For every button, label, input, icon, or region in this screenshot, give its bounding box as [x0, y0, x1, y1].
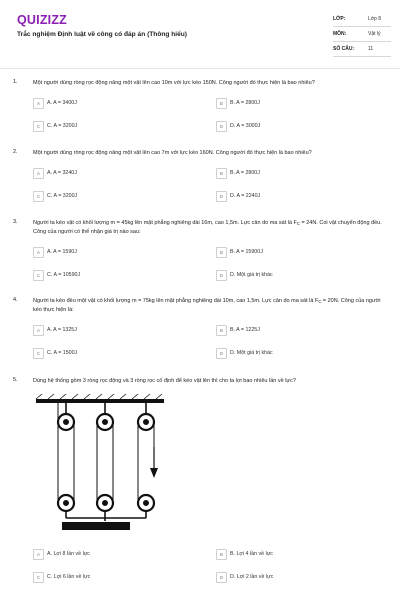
force-subscript: C [318, 299, 322, 304]
option-text: D. A = 3000J [230, 123, 261, 129]
option-letter-box: C [33, 348, 44, 359]
meta-label: LỚP: [333, 16, 346, 22]
option-letter-box: D [216, 121, 227, 132]
option-letter-box: A [33, 549, 44, 560]
meta-value: Lớp 8 [368, 16, 382, 22]
option-text: B. Lợi 4 lần về lực [230, 551, 273, 557]
question-number: 4. [13, 297, 18, 303]
meta-row-subject [333, 27, 391, 42]
option-text: B. A = 2800J [230, 170, 260, 176]
option-letter-box: C [33, 572, 44, 583]
quizizz-logo: QUIZIZZ [17, 13, 68, 27]
option-text: A. A = 1590J [47, 249, 77, 255]
question-text-part: = 24N. Coi vật chuyển động đều. Công của người có thể nhận giá trị nào sau: [33, 220, 382, 235]
option-b[interactable] [216, 247, 376, 259]
option-text: C. A = 1500J [47, 350, 78, 356]
option-letter-box: B [216, 247, 227, 258]
meta-row-question-count [333, 42, 391, 57]
option-a[interactable] [33, 98, 193, 110]
option-text: B. A = 15900J [230, 249, 263, 255]
question-number: 3. [13, 219, 18, 225]
option-text: C. Lợi 6 lần về lực [47, 574, 91, 580]
option-letter-box: B [216, 325, 227, 336]
option-letter-box: D [216, 191, 227, 202]
option-b[interactable] [216, 168, 376, 180]
meta-label: MÔN: [333, 31, 347, 37]
option-letter-box: C [33, 121, 44, 132]
question-text-part: Người ta kéo vật có khối lượng m = 45kg lên mặt phẳng nghiêng dài 16m, cao 1,5m. Lực cản do ma sát là F [33, 220, 297, 226]
meta-label: SỐ CÂU: [333, 46, 355, 52]
page-title: Trắc nghiệm Định luật về công có đáp án (Thông hiểu) [17, 31, 187, 38]
option-a[interactable] [33, 247, 193, 259]
option-c[interactable] [33, 191, 193, 203]
option-letter-box: D [216, 270, 227, 281]
option-c[interactable] [33, 348, 193, 360]
worksheet-meta [333, 12, 391, 57]
question-text-part: = 20N. Công của người kéo thực hiện là: [33, 298, 381, 313]
option-letter-box: C [33, 191, 44, 202]
meta-value: 11 [368, 46, 374, 52]
meta-row-class [333, 12, 391, 27]
option-text: A. A = 3240J [47, 170, 77, 176]
question-text: Dùng hệ thống gồm 3 ròng rọc động và 3 ròng rọc cố định để kéo vật lên thì cho ta lợi bao nhiêu lần về lực? [33, 378, 296, 384]
meta-value: Vật lý [368, 31, 381, 37]
option-c[interactable] [33, 270, 193, 282]
option-letter-box: A [33, 247, 44, 258]
question-text: Một người dùng ròng rọc động nâng một vật lên cao 10m với lực kéo 150N. Công người đó thực hiện là bao nhiêu? [33, 80, 315, 86]
option-c[interactable] [33, 572, 193, 584]
pulley-system-figure [32, 393, 177, 545]
question-text-part: Người ta kéo đều một vật có khối lượng m = 75kg lên mặt phẳng nghiêng dài 10m, cao 1,5m. Lực cản do ma sát là F [33, 298, 319, 304]
option-text: C. A = 3200J [47, 123, 78, 129]
question-text [33, 297, 388, 314]
option-d[interactable] [216, 348, 376, 360]
option-text: B. A = 1225J [230, 327, 260, 333]
question-number: 1. [13, 79, 18, 85]
option-b[interactable] [216, 325, 376, 337]
option-text: B. A = 2800J [230, 100, 260, 106]
option-letter-box: B [216, 549, 227, 560]
option-d[interactable] [216, 270, 376, 282]
question-text [33, 219, 388, 236]
option-text: D. Lợi 2 lần về lực [230, 574, 274, 580]
option-text: C. A = 3200J [47, 193, 78, 199]
option-letter-box: C [33, 270, 44, 281]
option-c[interactable] [33, 121, 193, 133]
option-d[interactable] [216, 191, 376, 203]
force-subscript: C [296, 221, 300, 226]
option-text: D. Một giá trị khác [230, 272, 273, 278]
option-text: D. Một giá trị khác [230, 350, 273, 356]
option-a[interactable] [33, 325, 193, 337]
option-letter-box: B [216, 98, 227, 109]
option-a[interactable] [33, 168, 193, 180]
option-d[interactable] [216, 572, 376, 584]
option-letter-box: D [216, 348, 227, 359]
header-divider [0, 68, 400, 69]
option-text: A. A = 1325J [47, 327, 77, 333]
option-a[interactable] [33, 549, 193, 561]
option-text: A. Lợi 8 lần về lực [47, 551, 90, 557]
option-text: D. A = 2240J [230, 193, 261, 199]
option-b[interactable] [216, 549, 376, 561]
question-number: 5. [13, 377, 18, 383]
option-text: A. A = 3400J [47, 100, 77, 106]
question-text: Một người dùng ròng rọc động nâng một vật lên cao 7m với lực kéo 160N. Công người đó thực hiện là bao nhiêu? [33, 150, 312, 156]
question-number: 2. [13, 149, 18, 155]
option-letter-box: B [216, 168, 227, 179]
option-letter-box: A [33, 325, 44, 336]
option-letter-box: A [33, 98, 44, 109]
option-text: C. A = 10590J [47, 272, 81, 278]
option-letter-box: A [33, 168, 44, 179]
option-b[interactable] [216, 98, 376, 110]
option-letter-box: D [216, 572, 227, 583]
option-d[interactable] [216, 121, 376, 133]
